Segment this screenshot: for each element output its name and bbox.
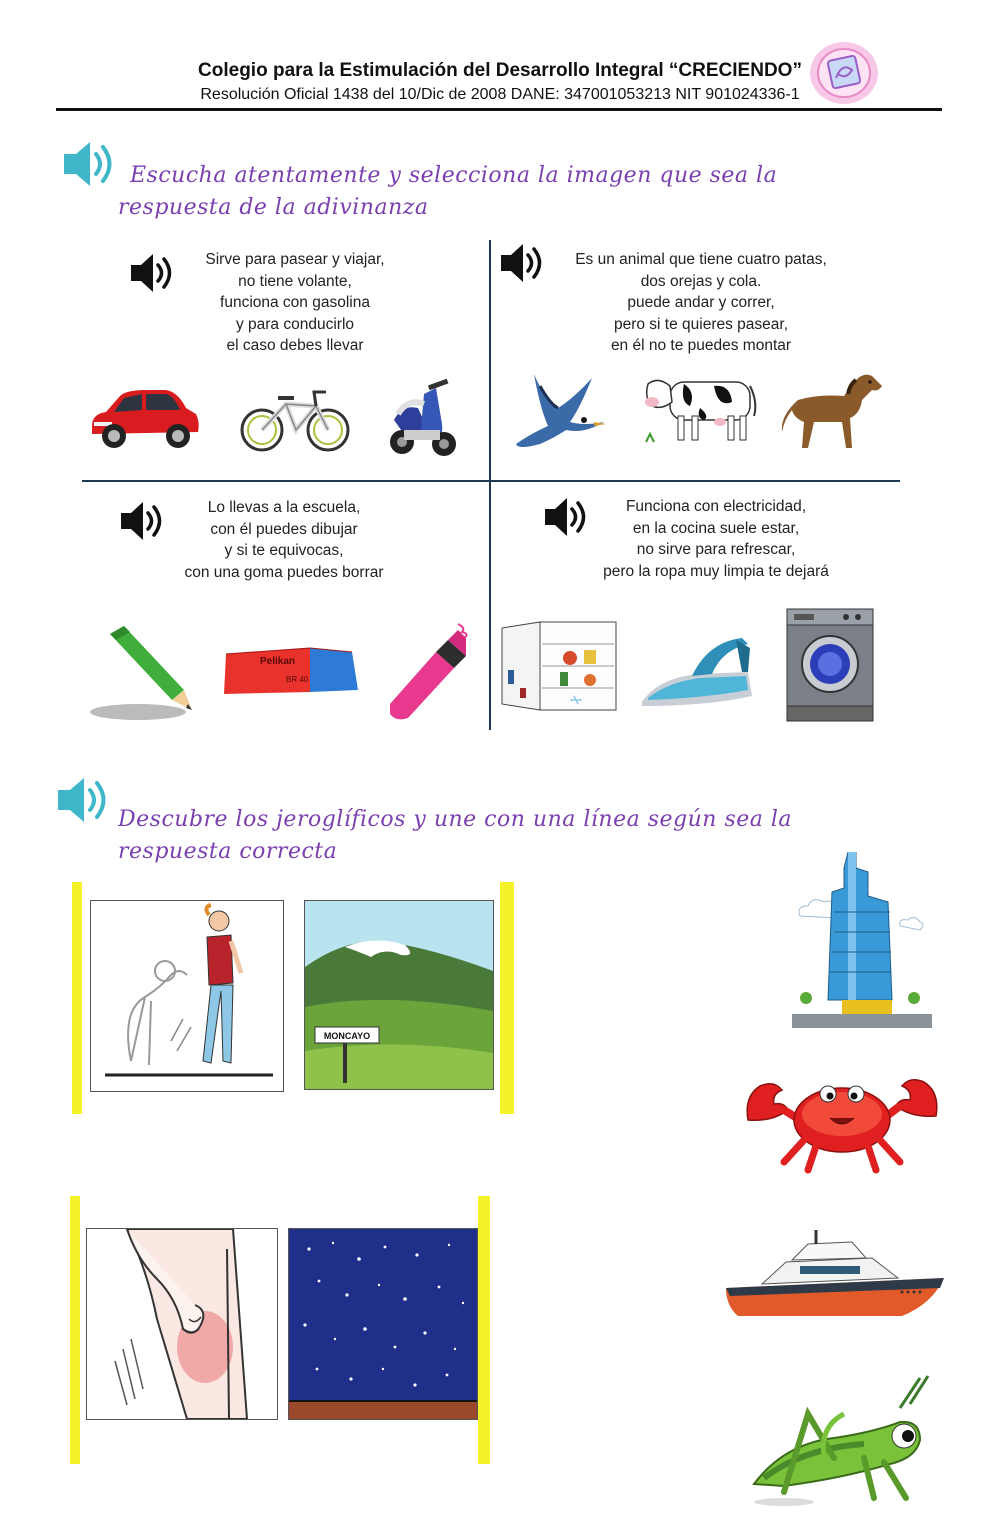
cow-image[interactable] <box>640 372 762 448</box>
washing-machine-image[interactable] <box>786 608 874 722</box>
header-divider <box>56 108 942 111</box>
yellow-bar <box>70 1196 80 1464</box>
school-name: Colegio para la Estimulación del Desarrollo Integral “CRECIENDO” <box>198 60 802 81</box>
school-resolution: Resolución Oficial 1438 del 10/Dic de 2008 DANE: 347001053213 NIT 901024336-1 <box>200 86 800 103</box>
riddle-line: en él no te puedes montar <box>610 337 792 354</box>
riddle-line: pero si te quieres pasear, <box>613 315 789 333</box>
riddle-line: Funciona con electricidad, <box>625 498 807 515</box>
marker-image[interactable] <box>382 618 474 722</box>
horse-image[interactable] <box>778 370 884 452</box>
riddle-3-text <box>160 497 408 583</box>
car-image[interactable] <box>86 382 202 454</box>
jump-pictogram[interactable] <box>90 900 284 1092</box>
scratch-pictogram[interactable] <box>86 1228 278 1420</box>
eraser-code: BR 40 <box>286 675 309 684</box>
riddle-line: Es un animal que tiene cuatro patas, <box>575 251 827 268</box>
eraser-brand: Pelikan <box>260 656 296 667</box>
riddle-line: Sirve para pasear y viajar, <box>205 251 385 268</box>
riddle-4-text <box>578 496 854 582</box>
eraser-image[interactable] <box>220 644 362 698</box>
riddle-1-speaker-icon[interactable] <box>128 250 180 296</box>
grid-horizontal-divider <box>82 480 900 482</box>
riddle-line: no sirve para refrescar, <box>636 541 796 558</box>
yellow-bar <box>478 1196 490 1464</box>
riddle-2-speaker-icon[interactable] <box>498 240 550 286</box>
boat-image[interactable] <box>722 1230 944 1320</box>
motorcycle-image[interactable] <box>384 374 462 460</box>
iron-image[interactable] <box>638 634 758 714</box>
pencil-image[interactable] <box>88 624 196 722</box>
instruction-2-line-1: Descubre los jeroglíficos y une con una línea según sea la <box>118 807 793 832</box>
riddle-line: pero la ropa muy limpia te dejará <box>603 562 829 580</box>
yellow-bar <box>72 882 82 1114</box>
riddle-1-text <box>180 249 410 357</box>
instruction-2-line-2: respuesta correcta <box>118 839 338 864</box>
grasshopper-image[interactable] <box>724 1374 934 1514</box>
bird-image[interactable] <box>514 368 606 450</box>
instruction-1-line-2: respuesta de la adivinanza <box>118 195 429 220</box>
yellow-bar <box>500 882 514 1114</box>
school-logo <box>808 40 880 106</box>
riddle-line: con una goma puedes borrar <box>184 563 384 581</box>
stars-pictogram[interactable] <box>288 1228 478 1420</box>
riddle-line: en la cocina suele estar, <box>632 519 800 537</box>
instruction-1-line-1: Escucha atentamente y selecciona la imagen que sea la <box>130 163 778 188</box>
riddle-line: Lo llevas a la escuela, <box>207 499 361 516</box>
moncayo-sign-text: MONCAYO <box>323 1031 371 1041</box>
riddle-line: funciona con gasolina <box>220 294 370 311</box>
riddle-line: dos orejas y cola. <box>640 272 762 290</box>
grid-vertical-divider <box>489 240 491 730</box>
riddle-line: con él puedes dibujar <box>210 520 358 538</box>
fridge-image[interactable] <box>500 614 620 714</box>
skyscraper-image[interactable] <box>792 852 932 1032</box>
riddle-2-text <box>548 249 854 357</box>
riddle-line: y si te equivocas, <box>224 542 344 559</box>
riddle-line: y para conducirlo <box>235 315 355 333</box>
riddle-line: puede andar y correr, <box>627 294 775 311</box>
mountain-pictogram[interactable] <box>304 900 494 1090</box>
crab-image[interactable] <box>744 1050 940 1174</box>
speaker-icon[interactable] <box>60 136 122 192</box>
bicycle-image[interactable] <box>238 386 352 452</box>
riddle-line: no tiene volante, <box>238 272 352 290</box>
riddle-line: el caso debes llevar <box>226 337 364 354</box>
speaker-icon[interactable] <box>54 772 116 828</box>
